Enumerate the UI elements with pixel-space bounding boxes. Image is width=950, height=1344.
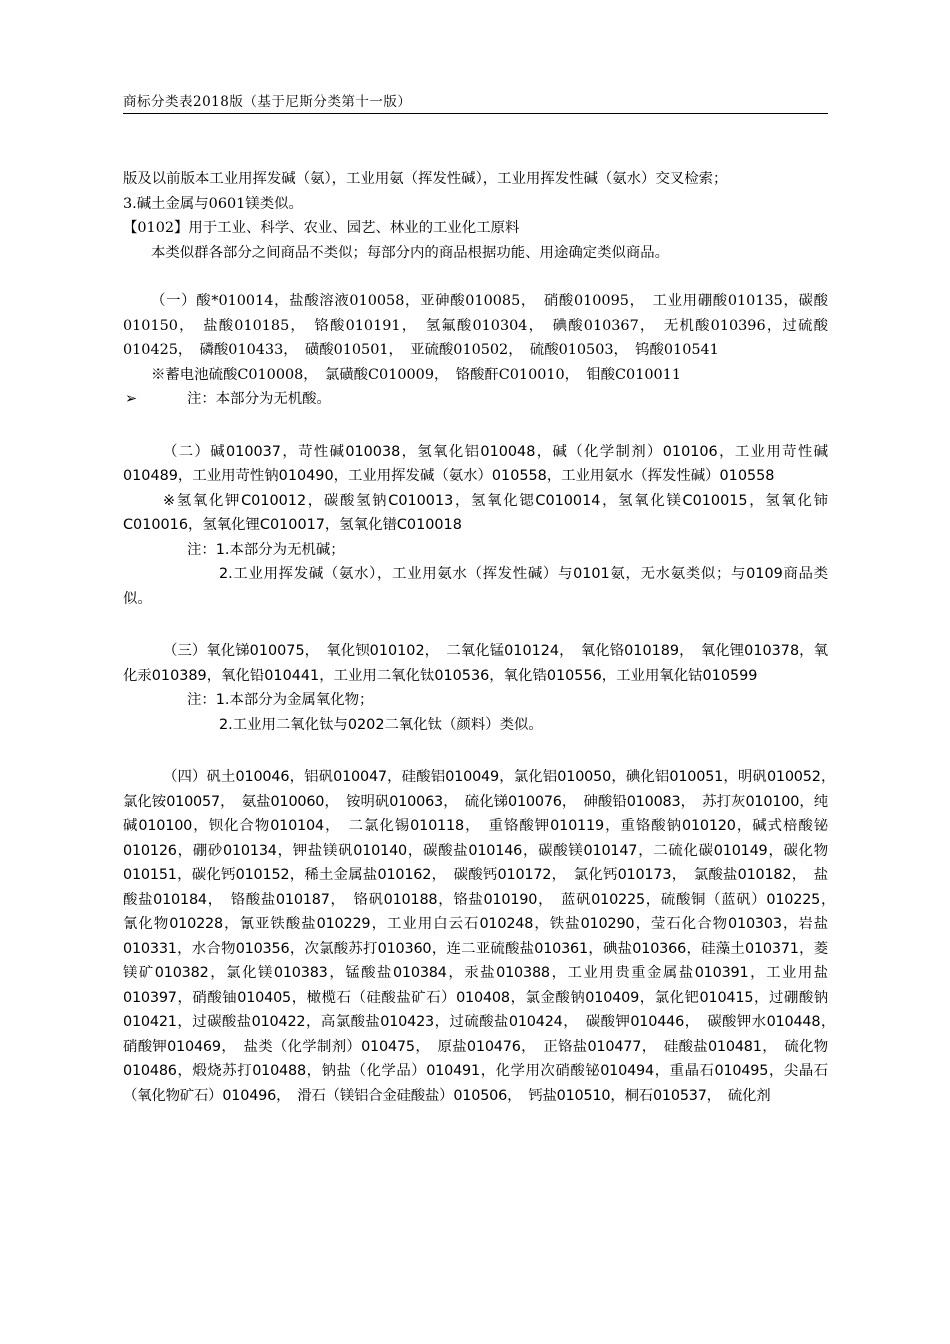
section-1-note: 注：本部分为无机酸。	[187, 391, 331, 407]
section-1-note-line	[123, 387, 828, 412]
section-4-items: （四）矾土010046，铝矾010047，硅酸铝010049，氯化铝010050，碘化铝010051，明矾010052， 氯化铵010057， 氨盐010060， 铵明矾010063， 硫化锑010076， 砷酸铅010083， 苏打灰010100，纯碱010100，钡化合物010104， 二氯化锡010118， 重铬酸钾010119，重铬酸钠010120，碱式棓酸铋010126，硼砂010134，钾盐镁矾010140，碳酸盐010146，碳酸镁010147，二硫化碳010149，碳化物010151，碳化钙010152，稀土金属盐010162， 碳酸钙010172， 氯化钙010173， 氯酸盐010182， 盐酸盐010184， 铬酸盐010187， 铬矾010188，铬盐010190， 蓝矾010225，硫酸铜（蓝矾）010225， 氰化物010228，氰亚铁酸盐010229，工业用白云石010248，铁盐010290，莹石化合物010303，岩盐010331，水合物010356，次氯酸苏打010360，连二亚硫酸盐010361，碘盐010366，硅藻土010371，菱镁矿010382，氯化镁010383，锰酸盐010384，汞盐010388，工业用贵重金属盐010391，工业用盐010397，硝酸铀010405，橄榄石（硅酸盐矿石）010408，氯金酸钠010409，氯化钯010415，过硼酸钠010421，过碳酸盐010422，高氯酸盐010423，过硫酸盐010424， 碳酸钾010446， 碳酸钾水010448， 硝酸钾010469， 盐类（化学制剂）010475， 原盐010476， 正铬盐010477， 硅酸盐010481， 硫化物010486，煅烧苏打010488，钠盐（化学品）010491，化学用次硝酸铋010494，重晶石010495，尖晶石（氧化物矿石）010496， 滑石（镁铝合金硅酸盐）010506， 钙盐010510，桐石010537， 硫化剂	[123, 769, 843, 1104]
section-3-items: （三）氧化锑010075， 氧化钡010102， 二氧化锰010124， 氧化铬010189， 氧化锂010378，氧化汞010389，氧化铅010441，工业用二氧化钛010536，氧化锆010556，工业用氧化钴010599	[123, 643, 828, 684]
section-3-note-2: 2.工业用二氧化钛与0202二氧化钛（颜料）类似。	[219, 716, 543, 733]
section-2-note-1: 注：1.本部分为无机碱；	[187, 541, 345, 558]
document-body	[123, 167, 843, 1108]
arrow-bullet-icon: ➢	[125, 391, 138, 407]
section-3-note-1: 注：1.本部分为金属氧化物；	[187, 692, 374, 708]
intro-line-1: 版及以前版本工业用挥发碱（氨），工业用氨（挥发性碱），工业用挥发性碱（氨水）交叉检索；	[123, 171, 728, 187]
group-heading: 【0102】用于工业、科学、农业、园艺、林业的工业化工原料	[123, 220, 520, 236]
section-2-extra: ※氢氧化钾C010012，碳酸氢钠C010013，氢氧化锶C010014，氢氧化镁C010015，氢氧化铈C010016，氢氧化锂C010017，氢氧化镨C010018	[123, 492, 828, 533]
section-2-items: （二）碱010037，苛性碱010038，氢氧化铝010048，碱（化学制剂）010106，工业用苛性碱010489，工业用苛性钠010490，工业用挥发碱（氨水）010558，工业用氨水（挥发性碱）010558	[123, 443, 828, 484]
section-2-note-2: 2.工业用挥发碱（氨水），工业用氨水（挥发性碱）与0101氨，无水氨类似；与0109商品类似。	[123, 566, 828, 607]
group-note: 本类似群各部分之间商品不类似；每部分内的商品根据功能、用途确定类似商品。	[151, 244, 670, 261]
header-title: 商标分类表2018版（基于尼斯分类第十一版）	[123, 94, 412, 110]
section-1-extra: ※蓄电池硫酸C010008， 氯磺酸C010009， 铬酸酐C010010， 钼酸C010011	[151, 366, 681, 383]
page-header	[123, 90, 828, 114]
section-1-items: （一）酸*010014，盐酸溶液010058，亚砷酸010085， 硝酸010095， 工业用硼酸010135，碳酸010150， 盐酸010185， 铬酸010191， 氢氟酸010304， 碘酸010367， 无机酸010396，过硫酸010425， 磷酸010433， 磺酸010501， 亚硫酸010502， 硫酸010503， 钨酸010541	[123, 293, 828, 358]
intro-line-2: 3.碱土金属与0601镁类似。	[123, 195, 303, 212]
